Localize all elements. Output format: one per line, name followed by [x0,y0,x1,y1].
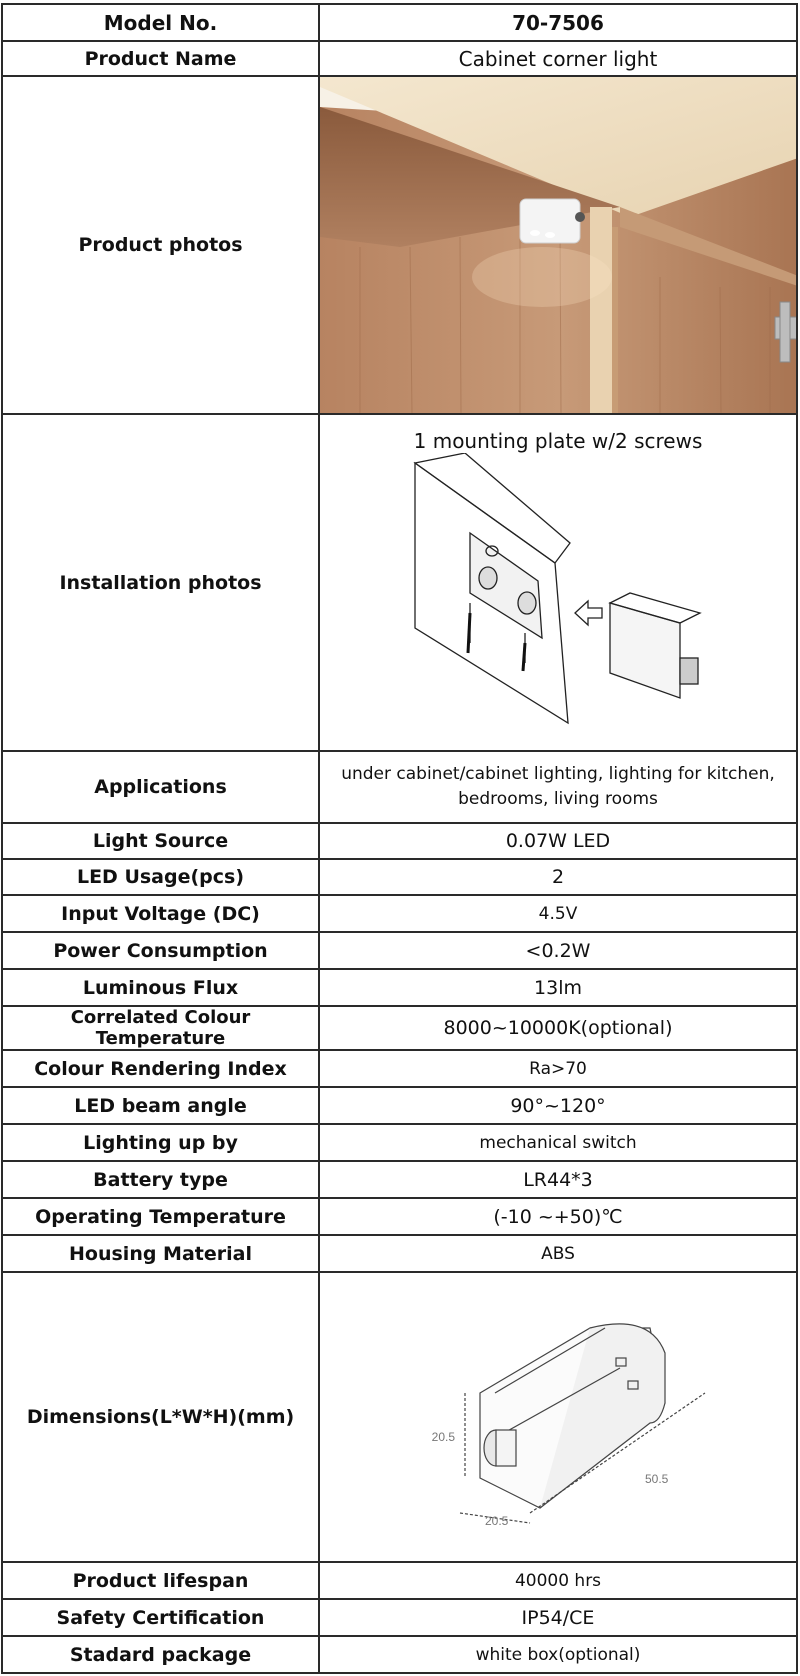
table-row [2,1636,797,1673]
certification-label: Safety Certification [2,1599,319,1636]
table-row [2,823,797,859]
installation-caption: 1 mounting plate w/2 screws [413,428,703,453]
dim-length-label: 50.5 [645,1472,669,1486]
table-row [2,414,797,751]
table-row [2,932,797,969]
certification-value: IP54/CE [319,1599,797,1636]
battery-value: LR44*3 [319,1161,797,1198]
cri-value: Ra>70 [319,1050,797,1087]
housing-value: ABS [319,1235,797,1272]
input-voltage-label: Input Voltage (DC) [2,895,319,932]
table-row [2,1124,797,1161]
lighting-up-value: mechanical switch [319,1124,797,1161]
applications-value: under cabinet/cabinet lighting, lighting for kitchen, bedrooms, living rooms [319,751,797,823]
dim-width-label: 20.5 [485,1514,509,1528]
product-name-label: Product Name [2,41,319,76]
light-source-value: 0.07W LED [319,823,797,859]
table-row [2,895,797,932]
table-row [2,1272,797,1562]
table-row [2,859,797,895]
cri-label: Colour Rendering Index [2,1050,319,1087]
power-value: <0.2W [319,932,797,969]
op-temp-value: (-10 ~+50)℃ [319,1198,797,1235]
table-row [2,969,797,1006]
table-row [2,1599,797,1636]
model-value: 70-7506 [319,4,797,41]
flux-value: 13lm [319,969,797,1006]
applications-label: Applications [2,751,319,823]
table-row [2,1087,797,1124]
flux-label: Luminous Flux [2,969,319,1006]
led-usage-label: LED Usage(pcs) [2,859,319,895]
table-row [2,751,797,823]
led-usage-value: 2 [319,859,797,895]
table-row [2,1006,797,1050]
model-label: Model No. [2,4,319,41]
lifespan-label: Product lifespan [2,1562,319,1599]
spec-table [1,3,798,1674]
lifespan-value: 40000 hrs [319,1562,797,1599]
input-voltage-value: 4.5V [319,895,797,932]
table-row [2,76,797,414]
installation-cell [319,414,797,751]
table-row [2,4,797,41]
package-label: Stadard package [2,1636,319,1673]
battery-label: Battery type [2,1161,319,1198]
installation-diagram [320,453,797,743]
table-row [2,1562,797,1599]
cct-label: Correlated Colour Temperature [2,1006,319,1050]
product-photo [320,77,797,413]
table-row [2,1050,797,1087]
housing-label: Housing Material [2,1235,319,1272]
beam-value: 90°~120° [319,1087,797,1124]
installation-photos-label: Installation photos [2,414,319,751]
table-row [2,1161,797,1198]
package-value: white box(optional) [319,1636,797,1673]
dimensions-cell [319,1272,797,1562]
op-temp-label: Operating Temperature [2,1198,319,1235]
table-row [2,41,797,76]
dim-height-label: 20.5 [431,1430,455,1444]
product-photos-label: Product photos [2,76,319,414]
product-name-value: Cabinet corner light [319,41,797,76]
beam-label: LED beam angle [2,1087,319,1124]
dimensions-diagram [320,1273,797,1561]
product-photo-cell [319,76,797,414]
table-row [2,1235,797,1272]
light-source-label: Light Source [2,823,319,859]
table-row [2,1198,797,1235]
power-label: Power Consumption [2,932,319,969]
cct-value: 8000~10000K(optional) [319,1006,797,1050]
lighting-up-label: Lighting up by [2,1124,319,1161]
dimensions-label: Dimensions(L*W*H)(mm) [2,1272,319,1562]
